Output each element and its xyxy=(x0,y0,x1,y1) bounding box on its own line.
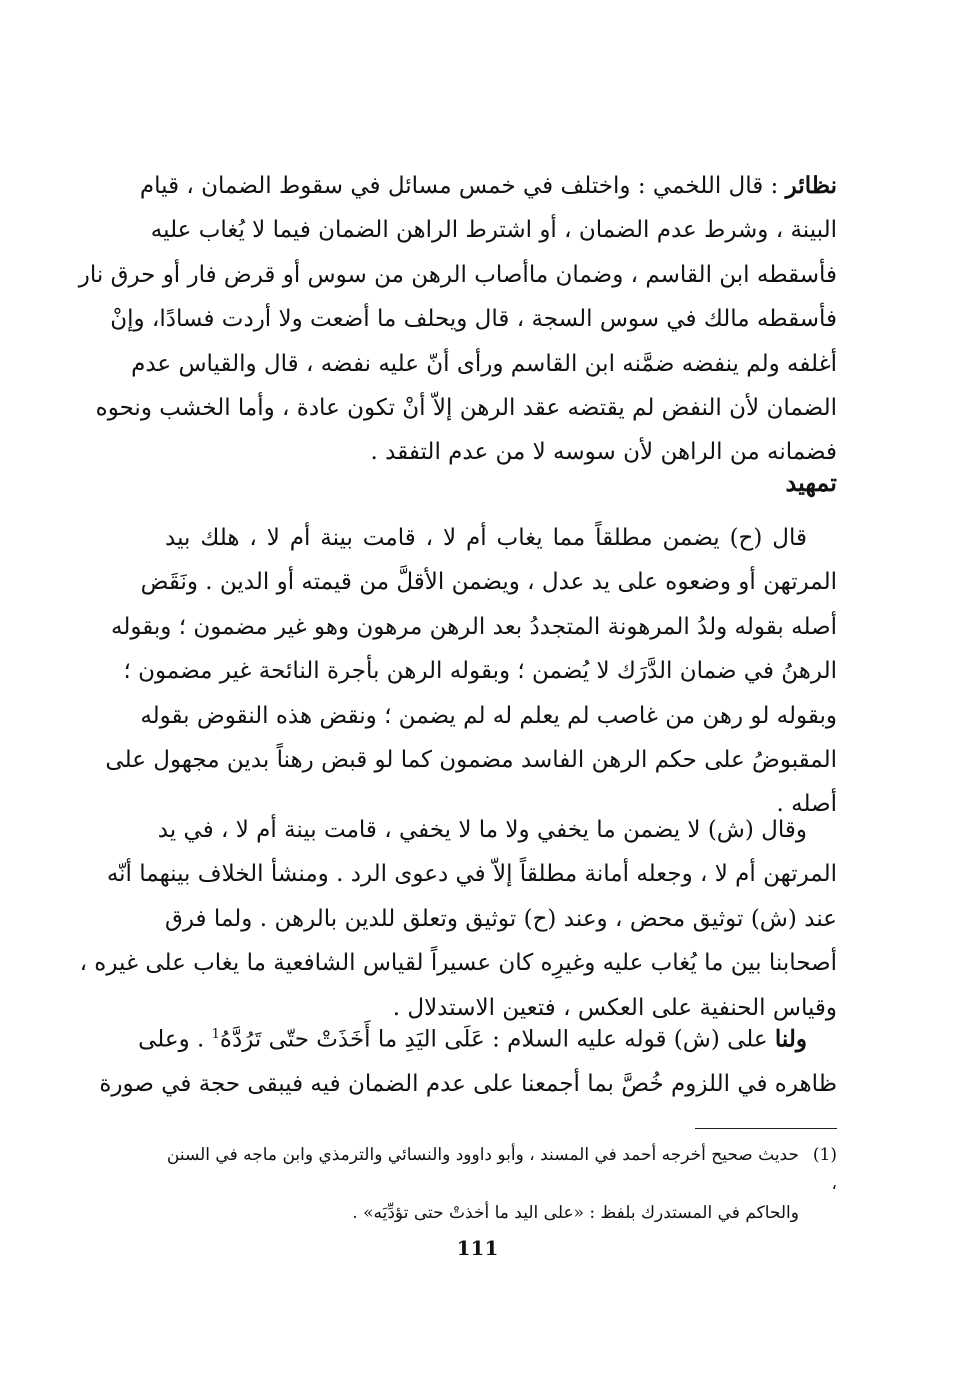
text-line: المرتهن أم لا ، وجعله أمانة مطلقاً إلاّ في دعوى الرد . ومنشأ الخلاف بينهما أنّه xyxy=(106,861,837,888)
text-line: وقال (ش) لا يضمن ما يخفي ولا ما لا يخفي ، قامت بينة أم لا ، في يد xyxy=(157,817,807,843)
text-line xyxy=(138,1013,837,1062)
text-line: البينة ، وشرط عدم الضمان ، أو اشترط الراهن الضمان فيما لا يُغاب عليه xyxy=(150,217,837,244)
text-line: أغلفه ولم ينفضه ضمَّنه ابن القاسم ورأى أنّ عليه نفضه ، قال والقياس عدم xyxy=(131,350,837,377)
footnote-ref[interactable]: 1 xyxy=(211,1027,220,1042)
text-line: قال (ح) يضمن مطلقاً مما يغاب أم لا ، قامت بينة أم لا ، هلك بيد xyxy=(165,525,807,551)
text-line: عند (ش) توثيق محض ، وعند (ح) توثيق وتعلق للدين بالرهن . ولما فرق xyxy=(165,905,837,932)
lead-word: نظائر xyxy=(785,172,837,199)
footnote-text: حديث صحيح أخرجه أحمد في المسند ، وأبو داوود والنسائي والترمذي وابن ماجه في السنن ، xyxy=(166,1145,837,1194)
paragraph-nazair xyxy=(78,164,837,475)
text-line: الرهنُ في ضمان الدَّرَك لا يُضمن ؛ وبقوله الرهن بأجرة النائحة غير مضمون ؛ xyxy=(123,658,837,685)
line-text: على (ش) قوله عليه السلام : عَلَى اليَدِ ما أَخَذَتْ حتّى تَرُدَّهُ xyxy=(219,1026,768,1053)
paragraph-shafii xyxy=(79,808,837,1030)
section-heading: تمهيد xyxy=(785,468,837,497)
lead-word: ولنا xyxy=(774,1025,807,1053)
line-text: : قال اللخمي : واختلف في خمس مسائل في سقوط الضمان ، قيام xyxy=(139,173,779,199)
text-line: المرتهن أو وضعوه على يد عدل ، ويضمن الأقلَّ من قيمته أو الدين . ونَقَض xyxy=(140,569,837,596)
text-line xyxy=(139,164,837,208)
line-text: . وعلى xyxy=(138,1026,205,1053)
text-line: ظاهره في اللزوم خُصَّ بما أجمعنا على عدم الضمان فيه فيبقى حجة في صورة xyxy=(99,1071,837,1098)
footnote-number: (1) xyxy=(812,1145,837,1165)
text-line: وقياس الحنفية على العكس ، فتعين الاستدلال . xyxy=(392,994,837,1021)
footnote-divider xyxy=(695,1128,837,1129)
text-line: فأسقطه ابن القاسم ، وضمان ماأصاب الرهن من سوس أو قرض فار أو حرق نار xyxy=(78,261,837,288)
text-line: وبقوله لو رهن من غاصب لم يعلم له لم يضمن ؛ ونقض هذه النقوض بقوله xyxy=(140,702,837,729)
text-line: فضمانه من الراهن لأن سوسه لا من عدم التفقد . xyxy=(370,439,837,466)
footnote-line: والحاكم في المستدرك بلفظ : «على اليد ما أخذتْ حتى تؤدِّيَه» . xyxy=(352,1203,799,1223)
text-line: الضمان لأن النفض لم يقتضه عقد الرهن إلاّ أنْ تكون عادة ، وأما الخشب ونحوه xyxy=(95,395,837,422)
text-line: أصحابنا بين ما يُغاب عليه وغيرِه كان عسيراً لقياس الشافعية ما يغاب على غيره ، xyxy=(79,950,837,977)
text-line: أصله بقوله ولدُ المرهونة المتجددُ بعد الرهن مرهون وهو غير مضمون ؛ وبقوله xyxy=(111,613,837,640)
footnote-line xyxy=(165,1141,837,1199)
paragraph-evidence xyxy=(99,1013,837,1106)
paragraph-hanafi xyxy=(105,516,837,827)
page-number: 111 xyxy=(456,1236,499,1260)
text-line: المقبوضُ على حكم الرهن الفاسد مضمون كما لو قبض رهناً بدين مجهول على xyxy=(105,747,837,774)
text-line: أصله . xyxy=(776,791,837,818)
text-line: فأسقطه مالك في سوس السجة ، قال ويحلف ما أضعت ولا أردت فسادًا، وإنْ xyxy=(110,306,837,333)
footnote xyxy=(165,1141,837,1228)
